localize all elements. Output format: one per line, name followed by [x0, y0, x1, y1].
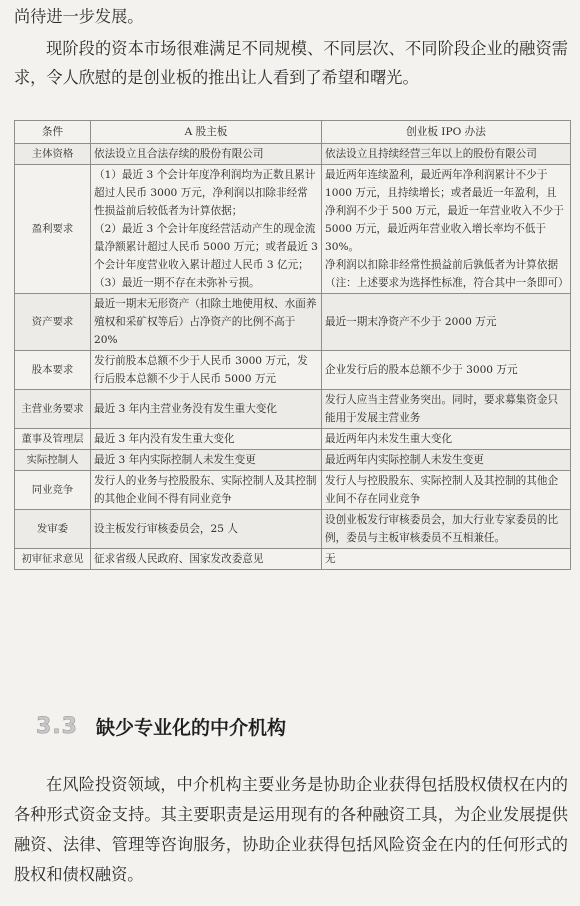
listing-requirements-table	[14, 120, 571, 570]
body-paragraph: 在风险投资领域，中介机构主要业务是协助企业获得包括股权债权在内的各种形式资金支持。其主要职责是运用现有的各种融资工具，为企业发展提供融资、法律、管理等咨询服务，协助企业获得包括风险资金在内的任何形式的股权和债权融资。	[14, 775, 568, 884]
cell-a-share: 最近 3 年内没有发生重大变化	[91, 429, 322, 450]
cell-a-share: 最近 3 年内实际控制人未发生变更	[91, 450, 322, 471]
cell-a-share: 设主板发行审核委员会，25 人	[91, 510, 322, 549]
cell-condition: 主营业务要求	[15, 390, 91, 429]
table-row	[15, 429, 571, 450]
cell-gem: 企业发行后的股本总额不少于 3000 万元	[322, 351, 571, 390]
cell-gem	[322, 165, 571, 294]
cell-a-share: 依法设立且合法存续的股份有限公司	[91, 144, 322, 165]
cell-condition: 资产要求	[15, 294, 91, 351]
table-row	[15, 450, 571, 471]
cell-gem: 最近一期末净资产不少于 2000 万元	[322, 294, 571, 351]
paragraph-fragment: 尚待进一步发展。	[14, 7, 144, 26]
header-a-share: A 股主板	[91, 121, 322, 144]
cell-condition: 初审征求意见	[15, 549, 91, 570]
cell-a-share: 最近 3 年内主营业务没有发生重大变化	[91, 390, 322, 429]
section-heading	[36, 710, 286, 742]
table-row	[15, 549, 571, 570]
cell-gem: 最近两年内未发生重大变化	[322, 429, 571, 450]
cell-a-share: 发行前股本总额不少于人民币 3000 万元，发行后股本总额不少于人民币 5000 万元	[91, 351, 322, 390]
cell-gem: 无	[322, 549, 571, 570]
cell-line: 净利润以扣除非经常性损益前后孰低者为计算依据	[325, 259, 559, 271]
cell-condition: 实际控制人	[15, 450, 91, 471]
header-condition: 条件	[15, 121, 91, 144]
cell-line: （3）最近一期不存在未弥补亏损。	[94, 277, 260, 289]
cell-a-share	[91, 165, 322, 294]
table-row	[15, 510, 571, 549]
cell-gem: 发行人与控股股东、实际控制人及其控制的其他企业间不存在同业竞争	[322, 471, 571, 510]
table-header-row	[15, 121, 571, 144]
section-number: 3.3	[36, 713, 78, 739]
cell-gem: 设创业板发行审核委员会，加大行业专家委员的比例，委员与主板审核委员不互相兼任。	[322, 510, 571, 549]
table-row	[15, 471, 571, 510]
header-gem: 创业板 IPO 办法	[322, 121, 571, 144]
cell-condition: 董事及管理层	[15, 429, 91, 450]
table-row	[15, 351, 571, 390]
cell-condition: 盈利要求	[15, 165, 91, 294]
cell-a-share: 发行人的业务与控股股东、实际控制人及其控制的其他企业间不得有同业竞争	[91, 471, 322, 510]
cell-condition: 主体资格	[15, 144, 91, 165]
cell-line: （1）最近 3 个会计年度净利润均为正数且累计超过人民币 3000 万元，净利润以扣除非经常性损益前后较低者为计算依据；	[94, 169, 316, 217]
cell-line: （注：上述要求为选择性标准，符合其中一条即可）	[325, 277, 569, 289]
cell-gem: 依法设立且持续经营三年以上的股份有限公司	[322, 144, 571, 165]
cell-condition: 发审委	[15, 510, 91, 549]
intro-paragraph: 现阶段的资本市场很难满足不同规模、不同层次、不同阶段企业的融资需求，令人欣慰的是创业板的推出让人看到了希望和曙光。	[14, 39, 568, 87]
cell-gem: 最近两年内实际控制人未发生变更	[322, 450, 571, 471]
cell-condition: 股本要求	[15, 351, 91, 390]
table-row	[15, 390, 571, 429]
cell-condition: 同业竞争	[15, 471, 91, 510]
cell-a-share: 征求省级人民政府、国家发改委意见	[91, 549, 322, 570]
cell-gem: 发行人应当主营业务突出。同时，要求募集资金只能用于发展主营业务	[322, 390, 571, 429]
table-row	[15, 144, 571, 165]
cell-a-share: 最近一期末无形资产（扣除土地使用权、水面养殖权和采矿权等后）占净资产的比例不高于 20%	[91, 294, 322, 351]
cell-line: 最近两年连续盈利，最近两年净利润累计不少于 1000 万元，且持续增长；或者最近一年盈利，且净利润不少于 500 万元，最近一年营业收入不少于 5000 万元，最近两年营业收入增长率均不低于 30%。	[325, 169, 564, 253]
table-row	[15, 294, 571, 351]
cell-line: （2）最近 3 个会计年度经营活动产生的现金流量净额累计超过人民币 5000 万元；或者最近 3 个会计年度营业收入累计超过人民币 3 亿元；	[94, 223, 318, 271]
table-row	[15, 165, 571, 294]
section-title: 缺少专业化的中介机构	[95, 716, 286, 739]
